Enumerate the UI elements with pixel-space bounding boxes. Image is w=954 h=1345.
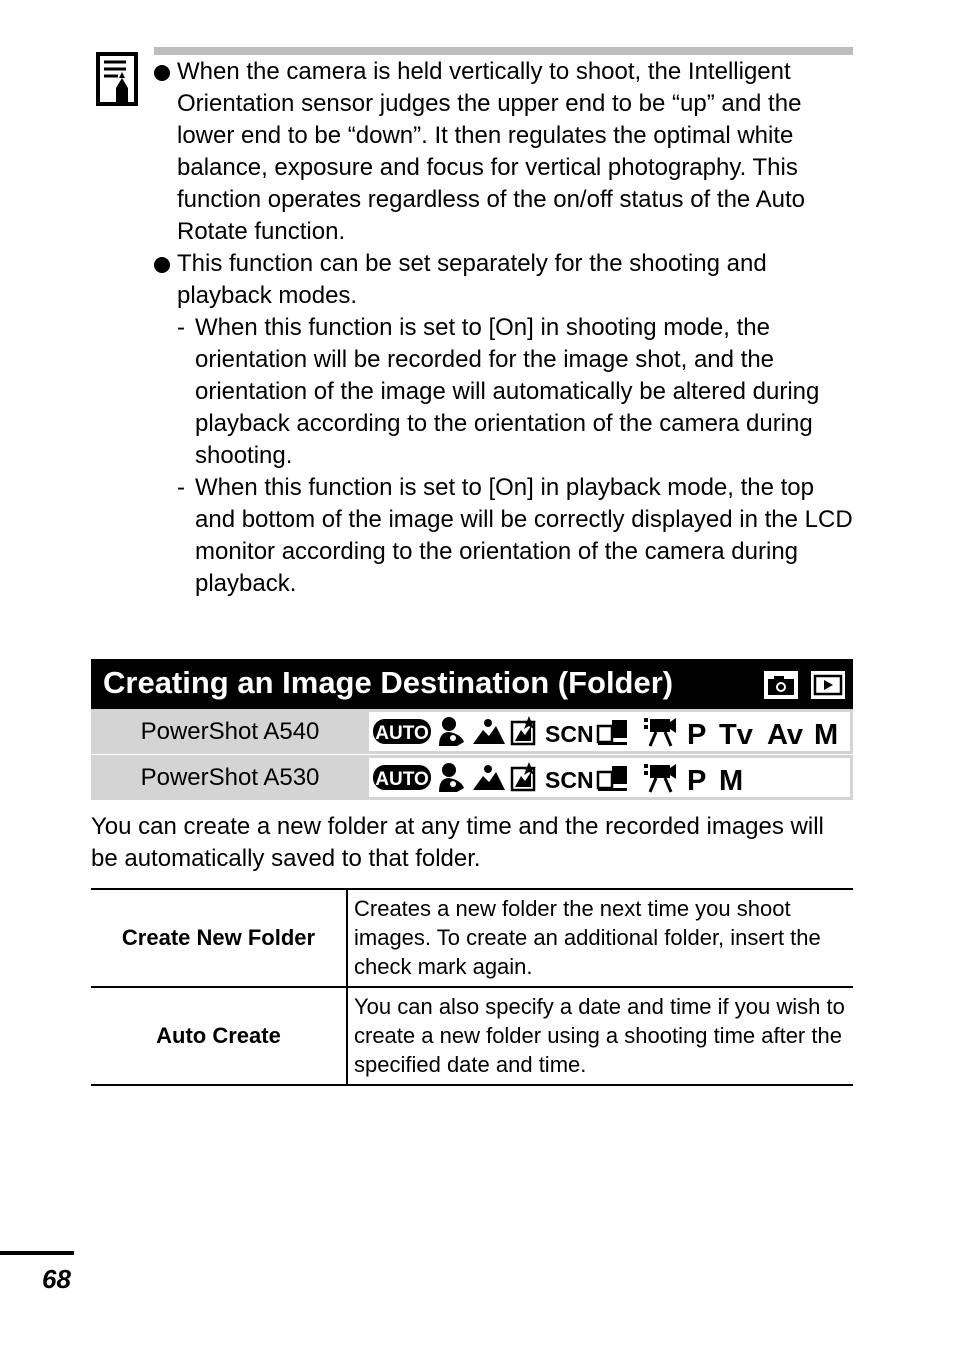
- notes-list: [154, 56, 854, 600]
- night-snapshot-icon: [512, 762, 536, 790]
- night-snapshot-icon: [512, 716, 536, 744]
- model-modes: [369, 755, 853, 800]
- p-mode-icon: P: [687, 765, 707, 797]
- p-mode-icon: P: [687, 719, 707, 751]
- mode-icons: [369, 758, 850, 797]
- auto-label: AUTO: [375, 769, 429, 790]
- landscape-mode-icon: [473, 719, 505, 744]
- table-row: [91, 988, 853, 1086]
- m-mode-icon: M: [814, 719, 839, 751]
- m-mode-icon: M: [719, 765, 744, 797]
- auto-mode-icon: [373, 719, 431, 744]
- camera-mode-icon: [764, 671, 798, 699]
- scn-mode-icon: SCN: [545, 721, 594, 747]
- intro-paragraph: You can create a new folder at any time and the recorded images will be automatically saved to that folder.: [91, 813, 824, 872]
- model-name: PowerShot A530: [91, 755, 369, 800]
- page-number-rule: [0, 1251, 74, 1255]
- note-subitem: [154, 312, 854, 472]
- dash-marker: -: [177, 474, 185, 501]
- dash-marker: -: [177, 314, 185, 341]
- model-row: [91, 709, 853, 754]
- av-mode-icon: Av: [767, 719, 803, 751]
- model-row: [91, 755, 853, 800]
- option-label: Auto Create: [91, 988, 348, 1084]
- portrait-mode-icon: [439, 717, 464, 746]
- model-modes-table: [91, 709, 853, 800]
- model-name: PowerShot A540: [91, 709, 369, 754]
- stitch-assist-icon: [598, 766, 627, 791]
- auto-label: AUTO: [375, 723, 429, 744]
- section-title: Creating an Image Destination (Folder): [103, 665, 674, 700]
- playback-mode-icon: [811, 671, 845, 699]
- mode-icons: [369, 712, 850, 751]
- section-header: [91, 659, 853, 709]
- stitch-assist-icon: [598, 720, 627, 745]
- option-description: You can also specify a date and time if you wish to create a new folder using a shooting time after the specified date and time.: [354, 994, 845, 1077]
- tv-mode-icon: Tv: [719, 719, 753, 751]
- portrait-mode-icon: [439, 763, 464, 792]
- model-modes: [369, 709, 853, 754]
- landscape-mode-icon: [473, 765, 505, 790]
- options-table: [91, 888, 853, 1086]
- note-text: This function can be set separately for the shooting and playback modes.: [177, 250, 767, 309]
- option-description: Creates a new folder the next time you shoot images. To create an additional folder, insert the check mark again.: [354, 896, 821, 979]
- note-subitem: [154, 472, 854, 600]
- note-bullet: [154, 248, 854, 312]
- bullet-dot: [154, 257, 170, 273]
- subitem-text: When this function is set to [On] in shooting mode, the orientation will be recorded for the image shot, and the orientation of the image will automatically be altered during playback according to the orientation of the camera during shooting.: [195, 314, 820, 469]
- movie-mode-icon: [644, 764, 676, 792]
- movie-mode-icon: [644, 718, 676, 746]
- auto-mode-icon: [373, 765, 431, 790]
- table-row: [91, 890, 853, 988]
- subitem-text: When this function is set to [On] in playback mode, the top and bottom of the image will be correctly displayed in the LCD monitor according to the orientation of the camera during playback.: [195, 474, 853, 597]
- bullet-dot: [154, 65, 170, 81]
- option-label: Create New Folder: [91, 890, 348, 986]
- note-bullet: [154, 56, 854, 248]
- note-text: When the camera is held vertically to shoot, the Intelligent Orientation sensor judges the upper end to be “up” and the lower end to be “down”. It then regulates the optimal white balance, exposure and focus for vertical photography. This function operates regardless of the on/off status of the Auto Rotate function.: [177, 58, 805, 245]
- page-number: 68: [42, 1264, 71, 1294]
- note-divider: [154, 47, 853, 55]
- note-icon: [96, 52, 138, 106]
- scn-mode-icon: SCN: [545, 767, 594, 793]
